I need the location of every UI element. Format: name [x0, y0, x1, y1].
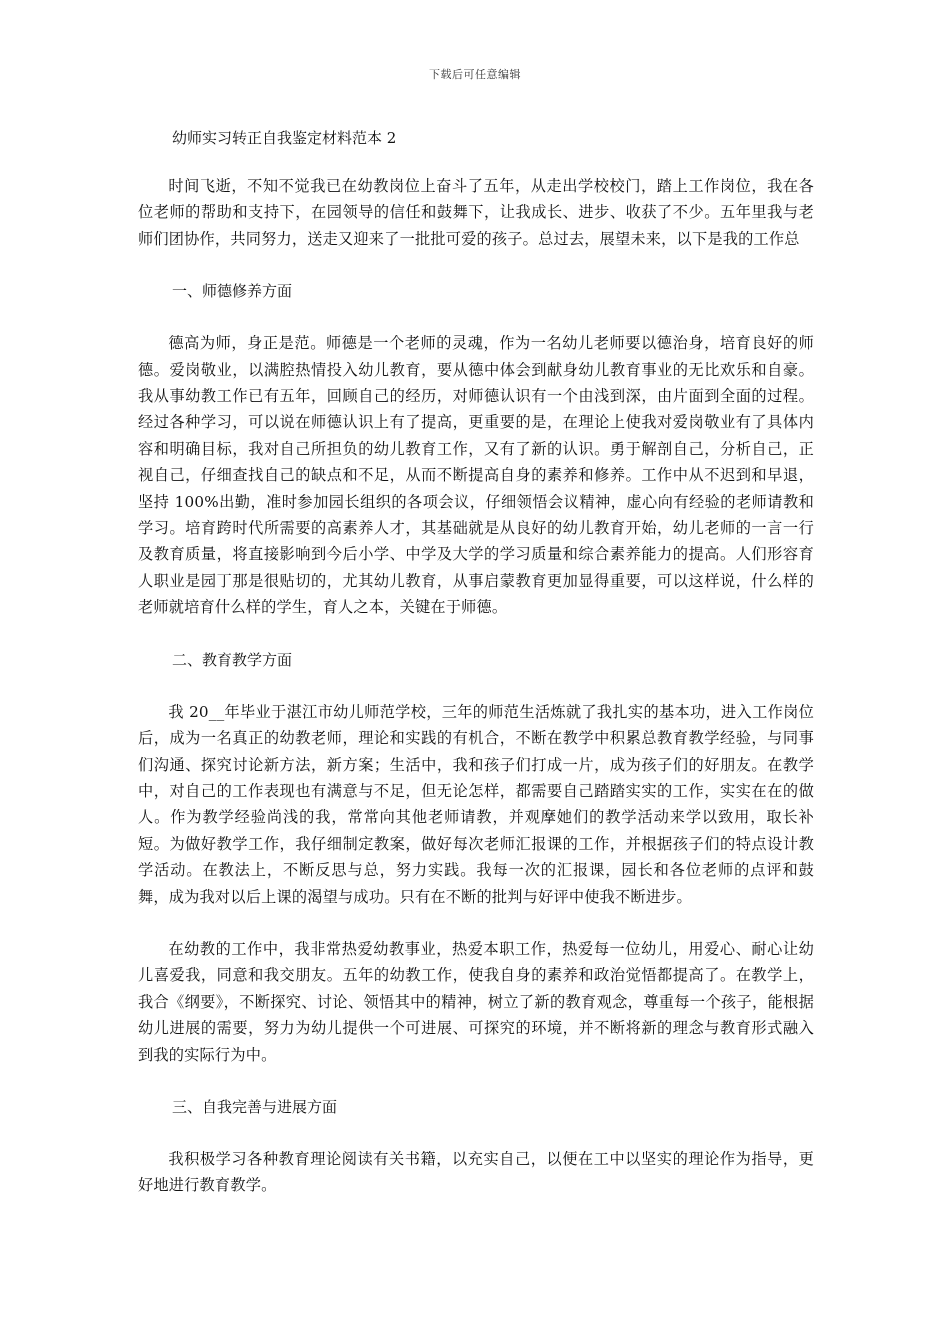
spacer [138, 621, 814, 647]
spacer [138, 1068, 814, 1094]
section-heading-2: 二、教育教学方面 [172, 650, 293, 669]
spacer [138, 673, 814, 699]
section-2-paragraph-2: 在幼教的工作中，我非常热爱幼教事业，热爱本职工作，热爱每一位幼儿，用爱心、耐心让幼儿喜爱我，同意和我交朋友。五年的幼教工作，使我自身的素养和政治觉悟都提高了。在教学上，我合《纲要》，不断探究、讨论、领悟其中的精神，树立了新的教育观念，尊重每一个孩子，能根据幼儿进展的需要，努力为幼儿提供一个可进展、可探究的环境，并不断将新的理念与教育形式融入到我的实际行为中。 [138, 939, 814, 1064]
header-note: 下载后可任意编辑 [429, 68, 521, 81]
document-body [138, 125, 814, 1199]
spacer [138, 304, 814, 330]
spacer [138, 910, 814, 936]
spacer [138, 1120, 814, 1146]
spacer [138, 252, 814, 278]
spacer [138, 151, 814, 173]
section-heading-1: 一、师德修养方面 [172, 282, 293, 301]
intro-paragraph: 时间飞逝，不知不觉我已在幼教岗位上奋斗了五年，从走出学校校门，踏上工作岗位，我在各位老师的帮助和支持下，在园领导的信任和鼓舞下，让我成长、进步、收获了不少。五年里我与老师们团协作，共同努力，送走又迎来了一批批可爱的孩子。总过去，展望未来，以下是我的工作总 [138, 177, 814, 248]
document-title: 幼师实习转正自我鉴定材料范本 2 [172, 129, 397, 147]
section-3-paragraph-1: 我积极学习各种教育理论阅读有关书籍，以充实自己，以便在工中以坚实的理论作为指导，更好地进行教育教学。 [138, 1149, 814, 1195]
section-1-paragraph-1: 德高为师，身正是范。师德是一个老师的灵魂，作为一名幼儿老师要以德治身，培育良好的师德。爱岗敬业，以满腔热情投入幼儿教育，要从德中体会到献身幼儿教育事业的无比欢乐和自豪。我从事幼教工作已有五年，回顾自己的经历，对师德认识有一个由浅到深，由片面到全面的过程。经过各种学习，可以说在师德认识上有了提高，更重要的是，在理论上使我对爱岗敬业有了具体内容和明确目标，我对自己所担负的幼儿教育工作，又有了新的认识。勇于解剖自己，分析自己，正视自己，仔细查找自己的缺点和不足，从而不断提高自身的素养和修养。工作中从不迟到和早退，坚持 100%出勤，准时参加园长组织的各项会议，仔细领悟会议精神，虚心向有经验的老师请教和学习。培育跨时代所需要的高素养人才，其基础就是从良好的幼儿教育开始，幼儿老师的一言一行及教育质量，将直接影响到今后小学、中学及大学的学习质量和综合素养能力的提高。人们形容育人职业是园丁那是很贴切的，尤其幼儿教育，从事启蒙教育更加显得重要，可以这样说，什么样的老师就培育什么样的学生，育人之本，关键在于师德。 [138, 334, 814, 617]
section-2-paragraph-1: 我 20__年毕业于湛江市幼儿师范学校，三年的师范生活炼就了我扎实的基本功，进入工作岗位后，成为一名真正的幼教老师，理论和实践的有机合，不断在教学中积累总教育教学经验，与同事们沟通、探究讨论新方法，新方案；生活中，我和孩子们打成一片，成为孩子们的好朋友。在教学中，对自己的工作表现也有满意与不足，但无论怎样，都需要自己踏踏实实的工作，实实在在的做人。作为教学经验尚浅的我，常常向其他老师请教，并观摩她们的教学活动来学以致用，取长补短。为做好教学工作，我仔细制定教案，做好每次老师汇报课的工作，并根据孩子们的特点设计教学活动。在教法上，不断反思与总，努力实践。我每一次的汇报课，园长和各位老师的点评和鼓舞，成为我对以后上课的渴望与成功。只有在不断的批判与好评中使我不断进步。 [138, 702, 814, 906]
section-heading-3: 三、自我完善与进展方面 [172, 1097, 338, 1116]
